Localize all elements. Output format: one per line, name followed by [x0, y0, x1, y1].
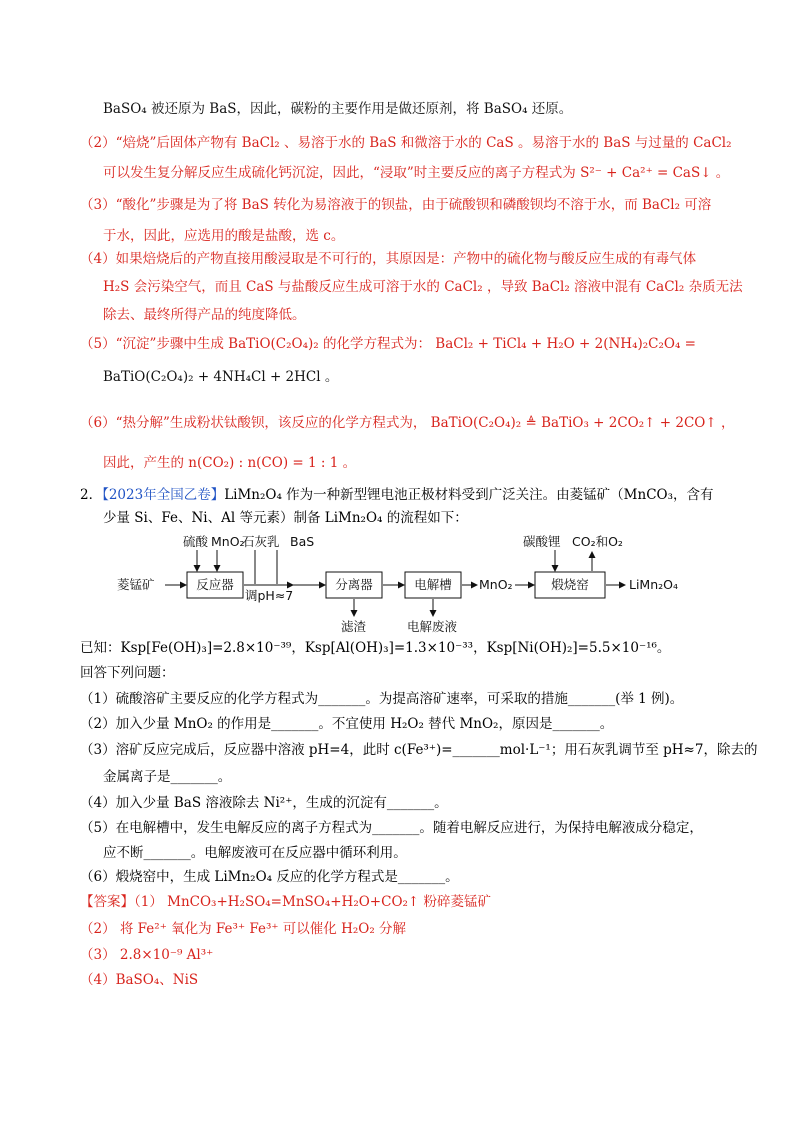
flow-input: 菱锰矿 — [117, 577, 155, 592]
question-stem — [80, 485, 714, 505]
solution-line: （3）“酸化”步骤是为了将 BaS 转化为易溶液于的钡盐，由于硫酸钡和磷酸钡均不溶于水，而 BaCl₂ 可溶 — [80, 197, 712, 213]
question-item: （1）硫酸溶矿主要反应的化学方程式为_______。为提高溶矿速率，可采取的措施_______(举 1 例)。 — [80, 691, 684, 707]
flow-cell: 电解槽 — [414, 577, 452, 592]
question-item: 应不断_______。电解废液可在反应器中循环利用。 — [103, 845, 407, 861]
flow-mno2: MnO₂ — [479, 577, 513, 592]
flow-adjust: 调pH≈7 — [245, 588, 294, 603]
solution-line: BaSO₄ 被还原为 BaS，因此，碳粉的主要作用是做还原剂，将 BaSO₄ 还原。 — [103, 101, 573, 117]
question-item: （3）溶矿反应完成后，反应器中溶液 pH=4，此时 c(Fe³⁺)=_______mol·L⁻¹；用石灰乳调节至 pH≈7，除去的 — [80, 742, 758, 758]
solution-line: 因此，产生的 n(CO₂) : n(CO) = 1 : 1 。 — [103, 455, 357, 471]
question-item: （2）加入少量 MnO₂ 的作用是_______。不宜使用 H₂O₂ 替代 MnO₂，原因是_______。 — [80, 716, 614, 732]
answer-line-1 — [80, 892, 491, 912]
answer-text: （1） MnCO₃+H₂SO₄=MnSO₄+H₂O+CO₂↑ 粉碎菱锰矿 — [134, 894, 492, 910]
flow-reactor: 反应器 — [196, 577, 234, 592]
question-stem-2: 少量 Si、Fe、Ni、Al 等元素）制备 LiMn₂O₄ 的流程如下： — [103, 510, 468, 526]
flow-waste: 电解废液 — [407, 619, 458, 634]
prompt: 回答下列问题： — [80, 665, 175, 681]
solution-line: （4）如果焙烧后的产物直接用酸浸取是不可行的，其原因是：产物中的硫化物与酸反应生成的有毒气体 — [80, 251, 697, 267]
flow-reagent: 硫酸 — [183, 534, 209, 549]
question-item: （5）在电解槽中，发生电解反应的离子方程式为_______。随着电解反应进行，为保持电解液成分稳定， — [80, 820, 703, 836]
flow-kiln-in: 碳酸锂 — [523, 534, 561, 549]
solution-line: 除去、最终所得产品的纯度降低。 — [103, 307, 306, 323]
question-item: 金属离子是_______。 — [103, 769, 232, 785]
answer-line: （4）BaSO₄、NiS — [80, 972, 199, 988]
solution-line: （2）“焙烧”后固体产物有 BaCl₂ 、易溶于水的 BaS 和微溶于水的 CaS 。易溶于水的 BaS 与过量的 CaCl₂ — [80, 135, 732, 151]
flow-kiln: 煅烧窑 — [551, 577, 589, 592]
question-stem-text: LiMn₂O₄ 作为一种新型锂电池正极材料受到广泛关注。由菱锰矿（MnCO₃，含有 — [224, 487, 714, 503]
solution-line: （6）“热分解”生成粉状钛酸钡，该反应的化学方程式为， BaTiO(C₂O₄)₂ ≜ BaTiO₃ + 2CO₂↑ + 2CO↑ ， — [80, 415, 735, 431]
known-data: 已知：Ksp[Fe(OH)₃]=2.8×10⁻³⁹，Ksp[Al(OH)₃]=1.3×10⁻³³，Ksp[Ni(OH)₂]=5.5×10⁻¹⁶。 — [80, 640, 671, 656]
process-flowchart — [115, 528, 715, 638]
question-item: （4）加入少量 BaS 溶液除去 Ni²⁺，生成的沉淀有_______。 — [80, 795, 448, 811]
solution-line: H₂S 会污染空气，而且 CaS 与盐酸反应生成可溶于水的 CaCl₂ ，导致 BaCl₂ 溶液中混有 CaCl₂ 杂质无法 — [103, 279, 743, 295]
solution-line: 于水，因此，应选用的酸是盐酸，选 c。 — [103, 228, 345, 244]
flow-reagent: BaS — [290, 534, 315, 549]
solution-line: （5）“沉淀”步骤中生成 BaTiO(C₂O₄)₂ 的化学方程式为： BaCl₂ + TiCl₄ + H₂O + 2(NH₄)₂C₂O₄ = — [80, 336, 696, 352]
question-item: （6）煅烧窑中，生成 LiMn₂O₄ 反应的化学方程式是_______。 — [80, 869, 459, 885]
answer-line: （3） 2.8×10⁻⁹ Al³⁺ — [80, 947, 214, 963]
flow-reagent: MnO₂ — [211, 534, 245, 549]
answer-label: 【答案】 — [80, 894, 134, 910]
question-source: 【2023年全国乙卷】 — [102, 487, 225, 503]
flow-reagent: 石灰乳 — [242, 534, 280, 549]
question-number: 2． — [80, 487, 103, 503]
flow-kiln-out: CO₂和O₂ — [572, 534, 623, 549]
answer-line: （2） 将 Fe²⁺ 氧化为 Fe³⁺ Fe³⁺ 可以催化 H₂O₂ 分解 — [80, 921, 407, 937]
flow-separator: 分离器 — [335, 577, 373, 592]
solution-line: BaTiO(C₂O₄)₂ + 4NH₄Cl + 2HCl 。 — [103, 369, 339, 385]
flow-product: LiMn₂O₄ — [629, 577, 679, 592]
flow-residue: 滤渣 — [341, 619, 367, 634]
solution-line: 可以发生复分解反应生成硫化钙沉淀，因此，“浸取”时主要反应的离子方程式为 S²⁻ + Ca²⁺ = CaS↓ 。 — [103, 165, 730, 181]
